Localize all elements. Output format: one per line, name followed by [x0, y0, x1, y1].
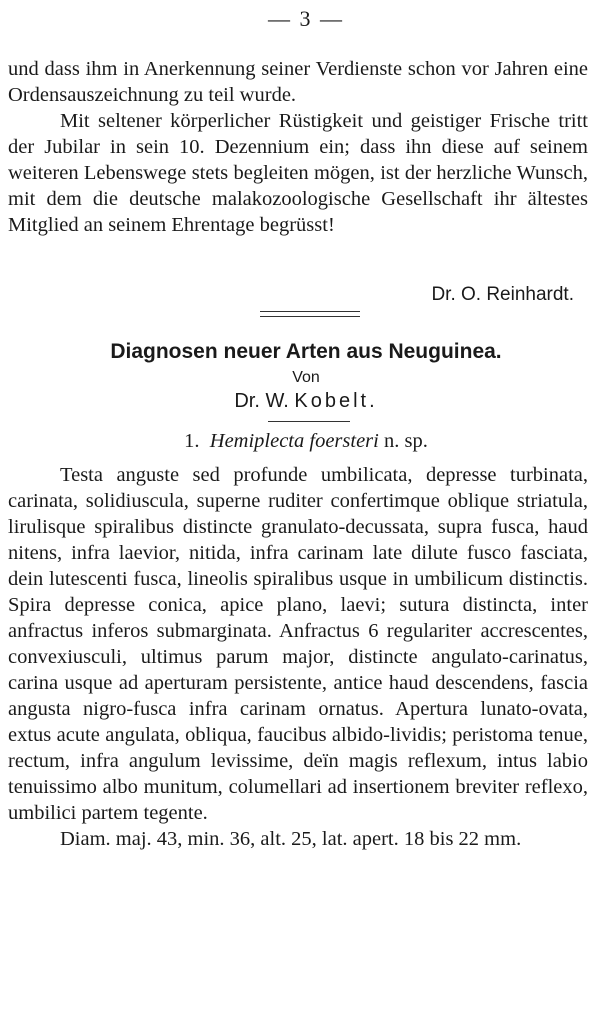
species-number: 1.	[184, 430, 200, 452]
intro-paragraph-2: Mit seltener körperlicher Rüstigkeit und geistiger Frische tritt der Jubilar in sein 10. Dezennium ein; dass ihn diese auf seinem weiteren Lebenswege stets begleiten mögen, ist der herzliche Wunsch, mit dem die deutsche malakozoologische Gesellschaft ihr ältestes Mitglied an seinem Ehrentage begrüsst!	[8, 110, 588, 236]
intro-text	[8, 56, 588, 238]
page-number: — 3 —	[268, 6, 344, 31]
signature: Dr. O. Reinhardt.	[431, 284, 574, 305]
species-measurements: Diam. maj. 43, min. 36, alt. 25, lat. apert. 18 bis 22 mm.	[60, 828, 522, 850]
author-prefix: Dr. W.	[234, 390, 289, 412]
article-title: Diagnosen neuer Arten aus Neuguinea.	[110, 340, 502, 363]
article-author	[0, 390, 612, 413]
section-divider	[260, 311, 360, 317]
species-text	[8, 462, 588, 852]
author-rule	[268, 421, 350, 422]
species-description: Testa anguste sed profunde umbilicata, depresse turbinata, carinata, solidiuscula, superne ruditer confertimque oblique striatula, lirulisque spiralibus distincte granulato-decussata, supra fusca, haud nitens, infra laevior, nitida, infra carinam late dilute fusco fasciata, dein lutescenti fusca, lineolis spiralibus usque in umbilicum distinctis. Spira depresse conica, apice plano, laevi; sutura distincta, inter anfractus inferos submarginata. Anfractus 6 regulariter accrescentes, convexiusculi, ultimus parum major, distincte angulato-carinatus, carina usque ad aperturam persistente, antice haud descendens, fascia angusta nigro-fusca infra carinam ornatus. Apertura lunato-ovata, extus acute angulata, obliqua, faucibus albido-lividis; peristoma tenue, rectum, infra angulum levissime, deïn magis reflexum, intus labio tenuissimo albo munitum, columellari ad insertionem breviter reflexo, umbilici partem tegente.	[8, 464, 588, 824]
article-byline: Von	[292, 369, 320, 386]
species-suffix: n. sp.	[383, 430, 428, 452]
species-heading	[0, 430, 612, 453]
species-name: Hemiplecta foersteri	[209, 430, 379, 452]
intro-paragraph-1: und dass ihm in Anerkennung seiner Verdienste schon vor Jahren eine Ordensauszeichnung zu teil wurde.	[8, 58, 588, 106]
author-name: Kobelt.	[294, 390, 378, 412]
